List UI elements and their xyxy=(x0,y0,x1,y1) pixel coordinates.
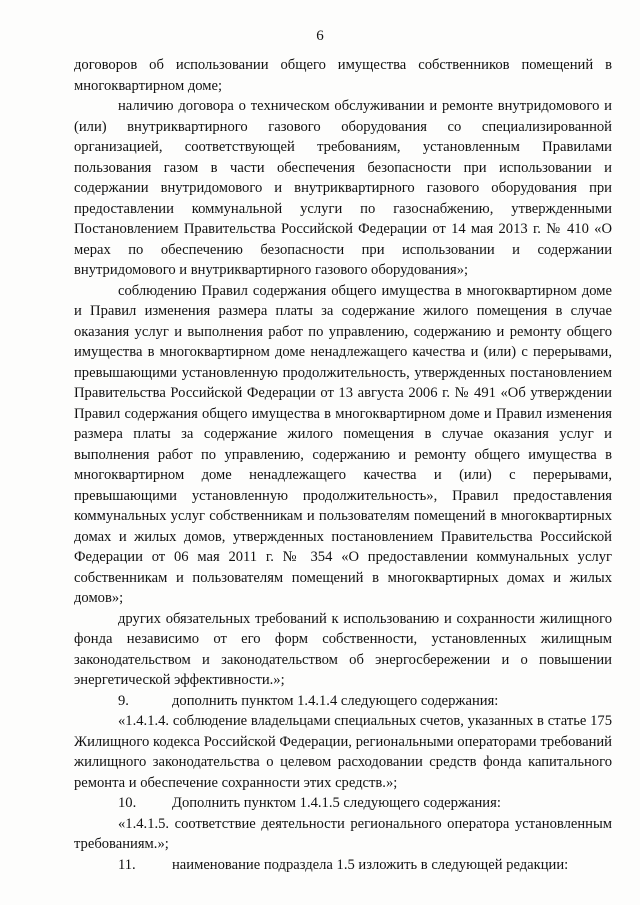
item-text: дополнить пунктом 1.4.1.4 следующего содержания: xyxy=(172,692,499,709)
item-text: Дополнить пунктом 1.4.1.5 следующего содержания: xyxy=(172,795,501,811)
item-9 xyxy=(74,691,612,712)
item-number: 11. xyxy=(118,856,136,873)
quote-1-4-1-5: «1.4.1.5. соответствие деятельности регионального оператора установленным требованиям.»; xyxy=(74,815,612,852)
page-number: 6 xyxy=(316,28,324,44)
quote-1-4-1-4: «1.4.1.4. соблюдение владельцами специальных счетов, указанных в статье 175 Жилищного кодекса Российской Федерации, региональными операторами требований жилищного законодательства о целевом расходовании средств фонда капитального ремонта и обеспечение сохранности этих средств.»; xyxy=(74,713,612,791)
item-number: 10. xyxy=(118,795,137,811)
paragraph-4: других обязательных требований к использованию и сохранности жилищного фонда независимо от его форм собственности, установленных жилищным законодательством и законодательством об энергосбережении и о повышении энергетической эффективности.»; xyxy=(74,610,612,688)
item-text: наименование подраздела 1.5 изложить в следующей редакции: xyxy=(172,856,569,873)
item-11 xyxy=(74,855,612,876)
item-number: 9. xyxy=(118,692,129,709)
document-body xyxy=(74,55,612,875)
item-10 xyxy=(74,793,612,814)
paragraph-2: наличию договора о техническом обслуживании и ремонте внутридомового и (или) внутриквартирного газового оборудования со специализированной организацией, соответствующей требованиям, установленным Правилами пользования газом в части обеспечения безопасности при использовании и содержании внутридомового и внутриквартирного газового оборудования при предоставлении коммунальной услуги по газоснабжению, утвержденными Постановлением Правительства Российской Федерации от 14 мая 2013 г. № 410 «О мерах по обеспечению безопасности при использовании и содержании внутридомового и внутриквартирного газового оборудования»; xyxy=(74,98,612,278)
paragraph-1: договоров об использовании общего имущества собственников помещений в многоквартирном доме; xyxy=(74,57,612,94)
paragraph-3: соблюдению Правил содержания общего имущества в многоквартирном доме и Правил изменения размера платы за содержание жилого помещения в случае оказания услуг и выполнения работ по управлению, содержанию и ремонту общего имущества в многоквартирном доме ненадлежащего качества и (или) с перерывами, превышающими установленную продолжительность, утвержденных постановлением Правительства Российской Федерации от 13 августа 2006 г. № 491 «Об утверждении Правил содержания общего имущества в многоквартирном доме и Правил изменения размера платы за содержание жилого помещения в случае оказания услуг и выполнения работ по управлению, содержанию и ремонту общего имущества в многоквартирном доме ненадлежащего качества и (или) с перерывами, превышающими установленную продолжительность», Правил предоставления коммунальных услуг собственникам и пользователям помещений в многоквартирных домах и жилых домов, утвержденных постановлением Правительства Российской Федерации от 06 мая 2011 г. № 354 «О предоставлении коммунальных услуг собственникам и пользователям помещений в многоквартирных домах и жилых домов»; xyxy=(74,282,612,606)
